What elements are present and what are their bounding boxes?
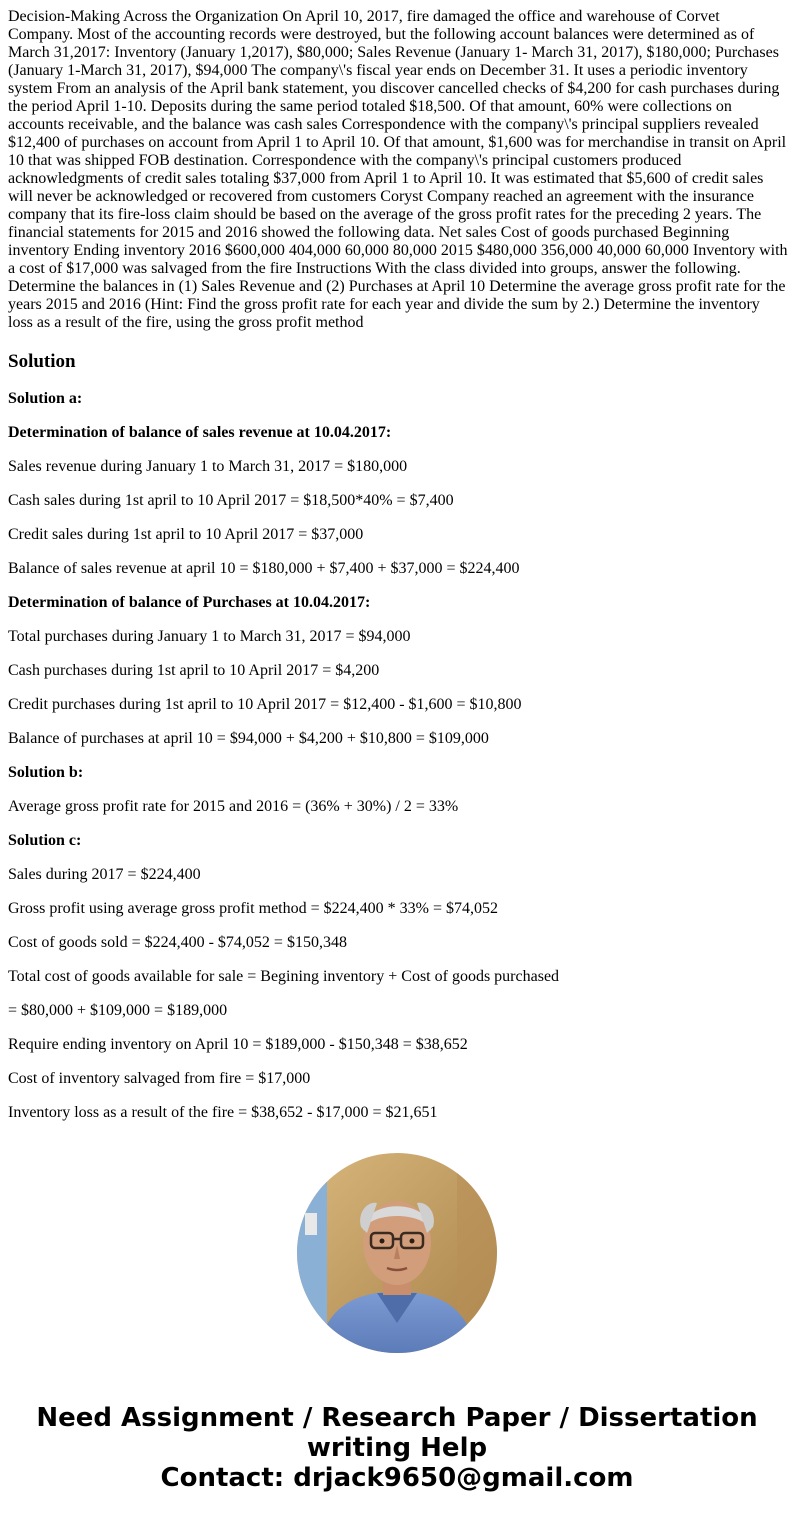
purchases-heading: Determination of balance of Purchases at 10.04.2017: — [8, 594, 371, 611]
solution-heading: Solution — [8, 351, 76, 372]
solution-c-line-1: Sales during 2017 = $224,400 — [8, 866, 201, 883]
sales-revenue-heading: Determination of balance of sales revenue at 10.04.2017: — [8, 424, 392, 441]
question-text: Decision-Making Across the Organization On April 10, 2017, fire damaged the office and warehouse of Corvet Company. Most of the accounting records were destroyed, but the following account balances were determined as of March 31,2017: Inventory (January 1,2017), $80,000; Sales Revenue (January 1- March 31, 2017), $180,000; Purchases (January 1-March 31, 2017), $94,000 The company\'s fiscal year ends on December 31. It uses a periodic inventory system From an analysis of the April bank statement, you discover cancelled checks of $4,200 for cash purchases during the period April 1-10. Deposits during the same period totaled $18,500. Of that amount, 60% were collections on accounts receivable, and the balance was cash sales Correspondence with the company\'s principal suppliers revealed $12,400 of purchases on account from April 1 to April 10. Of that amount, $1,600 was for merchandise in transit on April 10 that was shipped FOB destination. Correspondence with the company\'s principal customers produced acknowledgments of credit sales totaling $37,000 from April 1 to April 10. It was estimated that $5,600 of credit sales will never be acknowledged or recovered from customers Coryst Company reached an agreement with the insurance company that its fire-loss claim should be based on the average of the gross profit rates for the preceding 2 years. The financial statements for 2015 and 2016 showed the following data. Net sales Cost of goods purchased Beginning inventory Ending inventory 2016 $600,000 404,000 60,000 80,000 2015 $480,000 356,000 40,000 60,000 Inventory with a cost of $17,000 was salvaged from the fire Instructions With the class divided into groups, answer the following. Determine the balances in (1) Sales Revenue and (2) Purchases at April 10 Determine the average gross profit rate for the years 2015 and 2016 (Hint: Find the gross profit rate for each year and divide the sum by 2.) Determine the inventory loss as a result of the fire, using the gross profit method — [8, 8, 788, 331]
solution-c-line-8: Inventory loss as a result of the fire = $38,652 - $17,000 = $21,651 — [8, 1104, 438, 1121]
solution-c-line-5: = $80,000 + $109,000 = $189,000 — [8, 1002, 228, 1019]
solution-c-line-6: Require ending inventory on April 10 = $189,000 - $150,348 = $38,652 — [8, 1036, 468, 1053]
solution-b-line: Average gross profit rate for 2015 and 2016 = (36% + 30%) / 2 = 33% — [8, 798, 459, 815]
footer-line-2: writing Help — [306, 1433, 488, 1463]
solution-b-heading: Solution b: — [8, 764, 84, 781]
solution-c-line-3: Cost of goods sold = $224,400 - $74,052 = $150,348 — [8, 934, 347, 951]
sales-line-3: Credit sales during 1st april to 10 April 2017 = $37,000 — [8, 526, 364, 543]
footer-contact — [0, 1403, 794, 1493]
author-avatar — [297, 1153, 497, 1353]
footer-contact-email: Contact: drjack9650@gmail.com — [160, 1463, 634, 1493]
purchases-line-1: Total purchases during January 1 to March 31, 2017 = $94,000 — [8, 628, 411, 645]
solution-c-line-2: Gross profit using average gross profit method = $224,400 * 33% = $74,052 — [8, 900, 498, 917]
sales-line-1: Sales revenue during January 1 to March 31, 2017 = $180,000 — [8, 458, 408, 475]
purchases-line-2: Cash purchases during 1st april to 10 April 2017 = $4,200 — [8, 662, 380, 679]
purchases-line-4: Balance of purchases at april 10 = $94,000 + $4,200 + $10,800 = $109,000 — [8, 730, 489, 747]
purchases-line-3: Credit purchases during 1st april to 10 April 2017 = $12,400 - $1,600 = $10,800 — [8, 696, 522, 713]
sales-line-4: Balance of sales revenue at april 10 = $180,000 + $7,400 + $37,000 = $224,400 — [8, 560, 520, 577]
solution-c-line-4: Total cost of goods available for sale = Begining inventory + Cost of goods purchased — [8, 968, 560, 985]
footer-line-1: Need Assignment / Research Paper / Dissertation — [36, 1403, 758, 1433]
solution-a-heading: Solution a: — [8, 390, 83, 407]
solution-c-line-7: Cost of inventory salvaged from fire = $17,000 — [8, 1070, 311, 1087]
author-portrait-icon — [297, 1153, 497, 1353]
sales-line-2: Cash sales during 1st april to 10 April 2017 = $18,500*40% = $7,400 — [8, 492, 454, 509]
solution-c-heading: Solution c: — [8, 832, 82, 849]
